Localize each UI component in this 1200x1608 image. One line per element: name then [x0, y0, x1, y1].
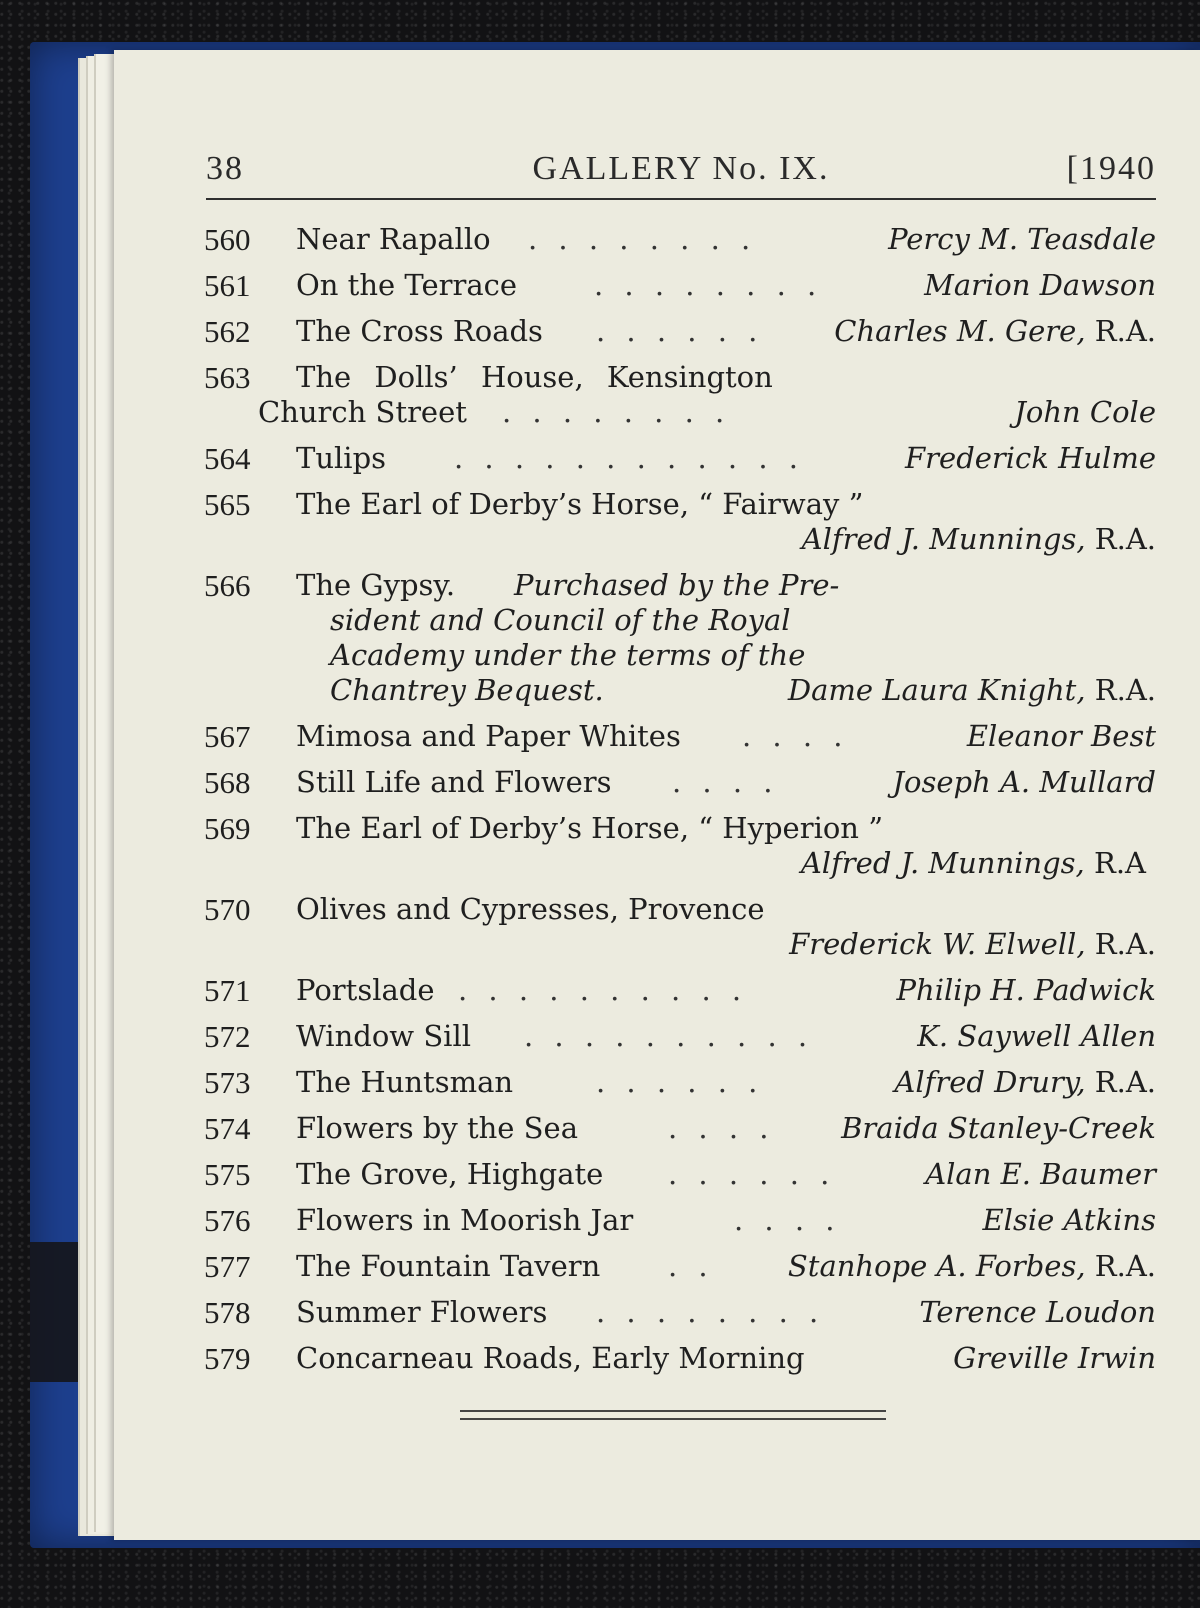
- list-item: [204, 222, 1156, 257]
- entry-title: Window Sill: [296, 1019, 472, 1053]
- entry-artist: Percy M. Teasdale: [888, 222, 1156, 256]
- list-item: [204, 1019, 1156, 1054]
- list-item: [204, 973, 1156, 1008]
- gallery-title: GALLERY No. IX.: [532, 150, 830, 187]
- entry-artist: Greville Irwin: [953, 1341, 1156, 1375]
- entry-title: Tulips: [296, 441, 387, 475]
- list-item: [204, 892, 1156, 962]
- entry-number: 564: [204, 441, 251, 476]
- leader-dots: . . . .: [672, 765, 779, 799]
- list-item: [204, 487, 1156, 557]
- entry-number: 572: [204, 1019, 251, 1054]
- entry-artist: Alfred J. Munnings, R.A.: [801, 522, 1156, 556]
- entry-artist: Eleanor Best: [966, 719, 1156, 753]
- list-item: [204, 1065, 1156, 1100]
- leader-dots: . . . .: [734, 1203, 841, 1237]
- entry-title: The Earl of Derby’s Horse, “ Hyperion ”: [296, 811, 884, 845]
- entry-artist: Elsie Atkins: [982, 1203, 1156, 1237]
- list-item: [204, 765, 1156, 800]
- list-item: [204, 1203, 1156, 1238]
- entry-number: 577: [204, 1249, 251, 1284]
- leader-dots: . . . . . . . .: [594, 268, 823, 302]
- leader-dots: . . . .: [742, 719, 849, 753]
- entry-artist: Alan E. Baumer: [925, 1157, 1156, 1191]
- entry-number: 575: [204, 1157, 251, 1192]
- entry-artist: John Cole: [1014, 395, 1156, 429]
- entry-title: Mimosa and Paper Whites: [296, 719, 681, 753]
- entry-title: The Cross Roads: [296, 314, 543, 348]
- entry-title: The Gypsy.: [296, 568, 456, 602]
- entry-title: The Grove, Highgate: [296, 1157, 604, 1191]
- leader-dots: . . . . . .: [596, 314, 764, 348]
- running-header: [206, 150, 1156, 194]
- list-item: [204, 360, 1156, 430]
- entry-title: The Earl of Derby’s Horse, “ Fairway ”: [296, 487, 864, 521]
- entry-artist: Braida Stanley-Creek: [841, 1111, 1156, 1145]
- entry-artist: Dame Laura Knight, R.A.: [787, 673, 1156, 707]
- entry-title: The Fountain Tavern: [296, 1249, 601, 1283]
- entry-number: 565: [204, 487, 251, 522]
- list-item: [204, 441, 1156, 476]
- entry-artist: Alfred J. Munnings, R.A: [800, 846, 1146, 880]
- list-item: [204, 1295, 1156, 1330]
- entry-title: Olives and Cypresses, Provence: [296, 892, 765, 926]
- entry-note: Purchased by the Pre-: [514, 568, 840, 602]
- entry-number: 560: [204, 222, 251, 257]
- list-item: [204, 568, 1156, 708]
- entry-note: Chantrey Bequest.: [330, 673, 604, 707]
- entry-artist: Stanhope A. Forbes, R.A.: [787, 1249, 1156, 1283]
- entry-title: The Dolls’ House, Kensington: [296, 360, 773, 394]
- entry-title: Portslade: [296, 973, 435, 1007]
- entry-number: 573: [204, 1065, 251, 1100]
- list-item: [204, 811, 1156, 881]
- leader-dots: . .: [668, 1249, 714, 1283]
- entry-number: 561: [204, 268, 251, 303]
- entry-number: 576: [204, 1203, 251, 1238]
- entry-artist: Terence Loudon: [919, 1295, 1156, 1329]
- entry-artist: Alfred Drury, R.A.: [894, 1065, 1156, 1099]
- entry-title: Flowers in Moorish Jar: [296, 1203, 634, 1237]
- list-item: [204, 314, 1156, 349]
- entry-number: 569: [204, 811, 251, 846]
- page-number: 38: [206, 150, 244, 187]
- header-rule: [206, 198, 1156, 200]
- entry-number: 563: [204, 360, 251, 395]
- entry-note: sident and Council of the Royal: [330, 603, 791, 637]
- leader-dots: . . . . . .: [668, 1157, 836, 1191]
- leader-dots: . . . . . . . . . .: [458, 973, 748, 1007]
- entry-number: 568: [204, 765, 251, 800]
- entry-title: Flowers by the Sea: [296, 1111, 578, 1145]
- entry-number: 562: [204, 314, 251, 349]
- list-item: [204, 1157, 1156, 1192]
- list-item: [204, 719, 1156, 754]
- entry-artist: Marion Dawson: [924, 268, 1156, 302]
- entry-artist: Frederick Hulme: [905, 441, 1156, 475]
- entry-number: 571: [204, 973, 251, 1008]
- list-item: [204, 1341, 1156, 1376]
- end-double-rule: [460, 1410, 886, 1420]
- entry-number: 579: [204, 1341, 251, 1376]
- leader-dots: . . . . . . . . . .: [524, 1019, 814, 1053]
- entry-number: 570: [204, 892, 251, 927]
- leader-dots: . . . . . .: [596, 1065, 764, 1099]
- entry-artist: Charles M. Gere, R.A.: [834, 314, 1156, 348]
- entry-artist: Frederick W. Elwell, R.A.: [789, 927, 1156, 961]
- entry-title: The Huntsman: [296, 1065, 514, 1099]
- leader-dots: . . . . . . . .: [502, 395, 731, 429]
- leader-dots: . . . .: [668, 1111, 775, 1145]
- list-item: [204, 1111, 1156, 1146]
- entry-title: Near Rapallo: [296, 222, 491, 256]
- catalogue-entries: [204, 222, 1156, 1387]
- leader-dots: . . . . . . . . . . . .: [454, 441, 805, 475]
- entry-artist: K. Saywell Allen: [917, 1019, 1156, 1053]
- entry-number: 574: [204, 1111, 251, 1146]
- list-item: [204, 268, 1156, 303]
- entry-number: 566: [204, 568, 251, 603]
- year: [1940: [1066, 150, 1156, 187]
- entry-title: Summer Flowers: [296, 1295, 548, 1329]
- entry-title: On the Terrace: [296, 268, 518, 302]
- list-item: [204, 1249, 1156, 1284]
- entry-number: 578: [204, 1295, 251, 1330]
- entry-number: 567: [204, 719, 251, 754]
- entry-title: Still Life and Flowers: [296, 765, 612, 799]
- entry-artist: Philip H. Padwick: [896, 973, 1156, 1007]
- entry-note: Academy under the terms of the: [330, 638, 806, 672]
- entry-title-continued: Church Street: [258, 395, 467, 429]
- leader-dots: . . . . . . . .: [596, 1295, 825, 1329]
- entry-artist: Joseph A. Mullard: [892, 765, 1156, 799]
- leader-dots: . . . . . . . .: [528, 222, 757, 256]
- entry-title: Concarneau Roads, Early Morning: [296, 1341, 805, 1375]
